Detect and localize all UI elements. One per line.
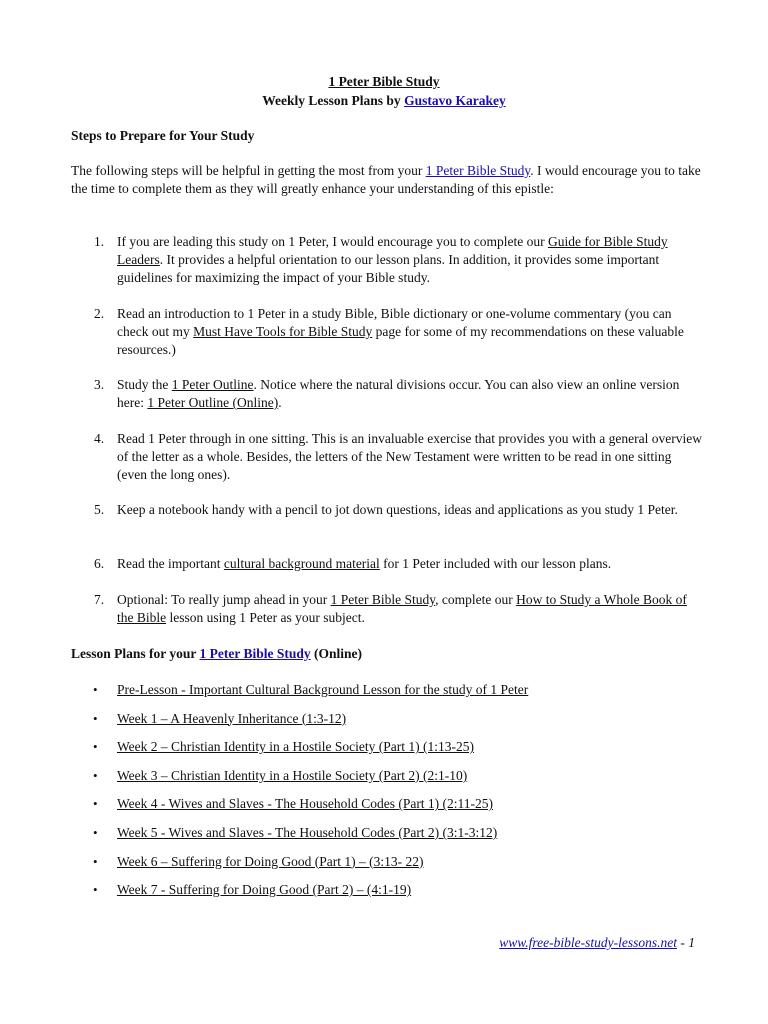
step-text: for 1 Peter included with our lesson plans. bbox=[379, 556, 612, 571]
steps-heading: Steps to Prepare for Your Study bbox=[71, 128, 255, 143]
step-text: If you are leading this study on 1 Peter, I would encourage you to complete our bbox=[117, 234, 548, 249]
lesson-link[interactable]: Week 3 – Christian Identity in a Hostile Society (Part 2) (2:1-10) bbox=[117, 767, 468, 783]
step-item bbox=[117, 305, 702, 359]
footer-page-number: - 1 bbox=[677, 935, 695, 950]
step-text: . bbox=[278, 395, 282, 410]
step-number: 6. bbox=[94, 556, 105, 571]
step-link[interactable]: Must Have Tools for Bible Study bbox=[193, 324, 373, 339]
bullet-icon: • bbox=[93, 853, 98, 869]
step-text: Read 1 Peter through in one sitting. This is an invaluable exercise that provides you with a general overview of the letter as a whole. Besides, the letters of the New Testament were written to be read in one sitting (even the long ones). bbox=[117, 431, 702, 482]
step-text: Read the important bbox=[117, 556, 224, 571]
lessons-heading-prefix: Lesson Plans for your bbox=[71, 646, 200, 661]
step-number: 3. bbox=[94, 377, 105, 392]
step-number: 7. bbox=[94, 592, 105, 607]
step-item bbox=[117, 233, 702, 287]
step-link[interactable]: 1 Peter Outline bbox=[171, 377, 254, 392]
bullet-icon: • bbox=[93, 739, 98, 755]
step-number: 2. bbox=[94, 306, 105, 321]
step-item bbox=[117, 591, 702, 627]
lessons-heading bbox=[71, 645, 702, 663]
lesson-link[interactable]: Week 4 - Wives and Slaves - The Household Codes (Part 1) (2:11-25) bbox=[117, 796, 494, 812]
bullet-icon: • bbox=[93, 796, 98, 812]
document-subtitle bbox=[0, 92, 768, 110]
step-item bbox=[117, 555, 702, 573]
step-item bbox=[117, 430, 702, 484]
step-text: . Notice where the natural divisions occur. You can also view an online version here: bbox=[117, 377, 680, 410]
step-link[interactable]: 1 Peter Outline (Online) bbox=[147, 395, 279, 410]
bullet-icon: • bbox=[93, 682, 98, 697]
lesson-link[interactable]: Pre-Lesson - Important Cultural Background Lesson for the study of 1 Peter bbox=[117, 682, 529, 697]
step-number: 4. bbox=[94, 431, 105, 446]
step-link[interactable]: cultural background material bbox=[223, 556, 380, 571]
page-footer bbox=[499, 934, 695, 952]
step-link[interactable]: How to Study a Whole Book of the Bible bbox=[117, 592, 687, 625]
bullet-icon: • bbox=[93, 767, 98, 783]
bullet-icon: • bbox=[93, 825, 98, 840]
step-text: , complete our bbox=[435, 592, 517, 607]
step-item bbox=[117, 501, 702, 519]
intro-paragraph bbox=[71, 162, 702, 198]
step-item bbox=[117, 376, 702, 412]
lesson-link[interactable]: Week 1 – A Heavenly Inheritance (1:3-12) bbox=[117, 710, 347, 726]
lesson-link[interactable]: Week 2 – Christian Identity in a Hostile Society (Part 1) (1:13-25) bbox=[117, 739, 474, 755]
step-text: lesson using 1 Peter as your subject. bbox=[166, 610, 365, 625]
footer-site-link[interactable]: www.free-bible-study-lessons.net bbox=[499, 935, 677, 950]
bullet-icon: • bbox=[93, 710, 98, 726]
intro-before: The following steps will be helpful in getting the most from your bbox=[71, 163, 426, 178]
subtitle-prefix: Weekly Lesson Plans by bbox=[262, 93, 405, 108]
intro-after: . I would encourage you to take the time to complete them as they will greatly enhance your understanding of this epistle: bbox=[71, 163, 701, 196]
step-text: . It provides a helpful orientation to our lesson plans. In addition, it provides some important guidelines for maximizing the impact of your Bible study. bbox=[117, 252, 660, 285]
intro-study-link[interactable]: 1 Peter Bible Study bbox=[425, 163, 531, 178]
step-link[interactable]: 1 Peter Bible Study bbox=[330, 592, 436, 607]
title-text: 1 Peter Bible Study bbox=[328, 74, 440, 89]
lessons-study-link[interactable]: 1 Peter Bible Study bbox=[199, 646, 311, 661]
step-link[interactable]: Guide for Bible Study Leaders bbox=[117, 234, 668, 267]
lesson-link[interactable]: Week 6 – Suffering for Doing Good (Part 1) – (3:13- 22) bbox=[117, 853, 424, 869]
author-link[interactable]: Gustavo Karakey bbox=[404, 93, 506, 108]
step-text: Optional: To really jump ahead in your bbox=[117, 592, 331, 607]
step-text: page for some of my recommendations on these valuable resources.) bbox=[117, 324, 684, 357]
step-text: Read an introduction to 1 Peter in a study Bible, Bible dictionary or one-volume commentary (you can check out my bbox=[117, 306, 672, 339]
bullet-icon: • bbox=[93, 882, 98, 898]
step-number: 5. bbox=[94, 502, 105, 517]
lesson-link[interactable]: Week 7 - Suffering for Doing Good (Part 2) – (4:1-19) bbox=[117, 882, 412, 898]
step-text: Study the bbox=[117, 377, 172, 392]
lesson-link[interactable]: Week 5 - Wives and Slaves - The Household Codes (Part 2) (3:1-3:12) bbox=[117, 825, 498, 840]
step-number: 1. bbox=[94, 234, 105, 249]
step-text: Keep a notebook handy with a pencil to jot down questions, ideas and applications as you study 1 Peter. bbox=[117, 502, 678, 517]
lessons-heading-suffix: (Online) bbox=[310, 646, 363, 661]
document-title bbox=[0, 73, 768, 91]
